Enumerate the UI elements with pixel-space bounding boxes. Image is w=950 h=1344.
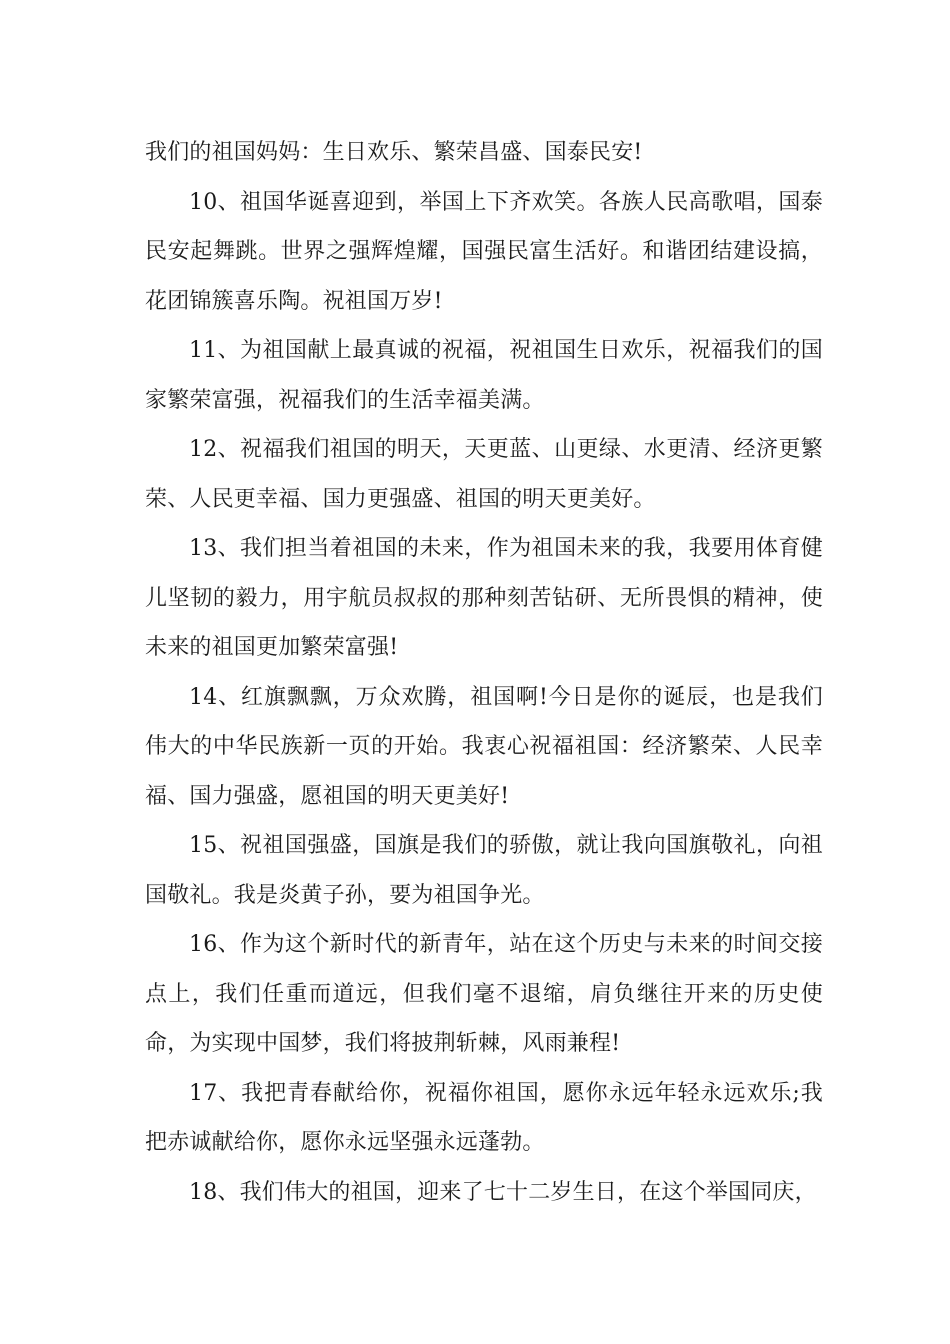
paragraph-item-12: 12、祝福我们祖国的明天，天更蓝、山更绿、水更清、经济更繁荣、人民更幸福、国力更强盛、祖国的明天更美好。 [145,437,823,512]
paragraph-item-18: 18、我们伟大的祖国，迎来了七十二岁生日，在这个举国同庆， [189,1179,817,1205]
paragraph-item-16: 16、作为这个新时代的新青年，站在这个历史与未来的时间交接点上，我们任重而道远，但我们毫不退缩，肩负继往开来的历史使命，为实现中国梦，我们将披荆斩棘，风雨兼程! [145,932,823,1056]
document-body [145,128,823,1217]
paragraph-item-15: 15、祝祖国强盛，国旗是我们的骄傲，就让我向国旗敬礼，向祖国敬礼。我是炎黄子孙，要为祖国争光。 [145,833,823,908]
paragraph-item-14: 14、红旗飘飘，万众欢腾，祖国啊!今日是你的诞辰，也是我们伟大的中华民族新一页的开始。我衷心祝福祖国：经济繁荣、人民幸福、国力强盛，愿祖国的明天更美好! [145,684,823,809]
paragraph-continuation: 我们的祖国妈妈：生日欢乐、繁荣昌盛、国泰民安! [145,140,643,165]
paragraph-item-11: 11、为祖国献上最真诚的祝福，祝祖国生日欢乐，祝福我们的国家繁荣富强，祝福我们的生活幸福美满。 [145,338,823,413]
paragraph-item-17: 17、我把青春献给你，祝福你祖国，愿你永远年轻永远欢乐;我把赤诚献给你，愿你永远坚强永远蓬勃。 [145,1080,823,1155]
paragraph-item-13: 13、我们担当着祖国的未来，作为祖国未来的我，我要用体育健儿坚韧的毅力，用宇航员叔叔的那种刻苦钻研、无所畏惧的精神，使未来的祖国更加繁荣富强! [145,536,823,660]
paragraph-item-10: 10、祖国华诞喜迎到，举国上下齐欢笑。各族人民高歌唱，国泰民安起舞跳。世界之强辉煌耀，国强民富生活好。和谐团结建设搞，花团锦簇喜乐陶。祝祖国万岁! [145,189,823,314]
